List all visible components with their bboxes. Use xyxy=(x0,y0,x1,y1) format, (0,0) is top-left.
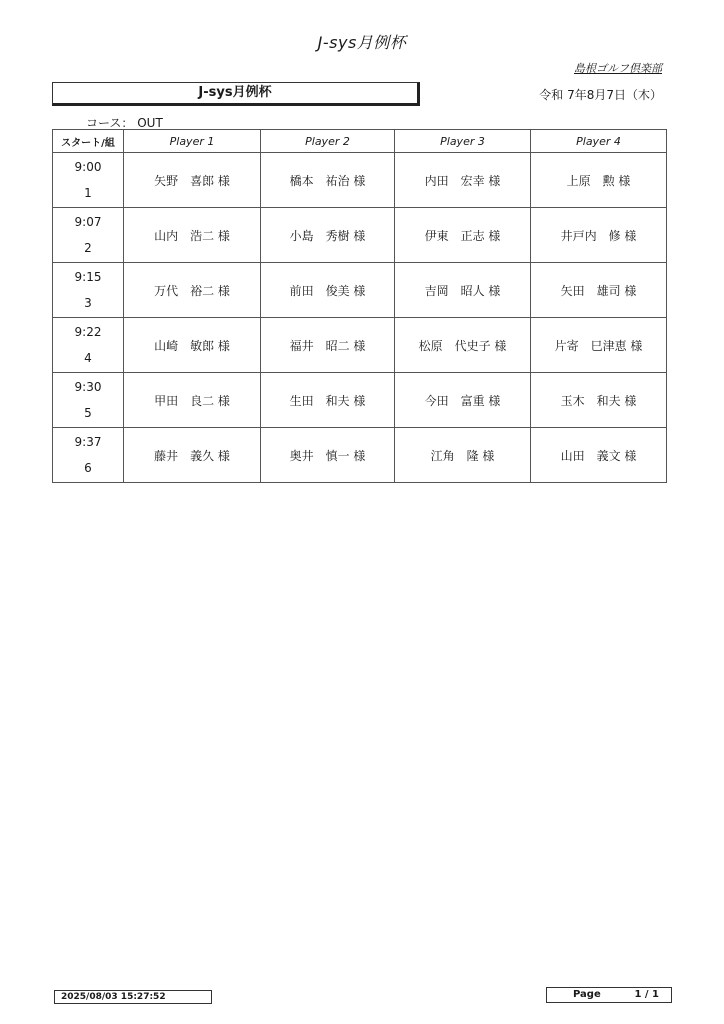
start-time: 9:22 xyxy=(74,325,102,339)
player-cell: 上原 勲 様 xyxy=(531,153,667,208)
start-time: 9:07 xyxy=(74,215,102,229)
table-row xyxy=(53,153,667,208)
start-time: 9:37 xyxy=(74,435,102,449)
pairing-table xyxy=(52,129,667,483)
player-cell: 山崎 敏郎 様 xyxy=(124,318,261,373)
player-cell: 山田 義文 様 xyxy=(531,428,667,483)
page-indicator xyxy=(546,987,672,1003)
player-cell: 井戸内 修 様 xyxy=(531,208,667,263)
group-number: 2 xyxy=(84,241,92,255)
column-header-player-4: Player 4 xyxy=(531,130,667,153)
table-row xyxy=(53,208,667,263)
player-cell: 伊東 正志 様 xyxy=(395,208,531,263)
start-cell xyxy=(53,153,124,208)
print-timestamp: 2025/08/03 15:27:52 xyxy=(54,990,212,1004)
player-cell: 生田 和夫 様 xyxy=(261,373,395,428)
group-number: 4 xyxy=(84,351,92,365)
start-time: 9:30 xyxy=(74,380,102,394)
column-header-start-group: スタート/組 xyxy=(53,130,124,153)
club-name: 島根ゴルフ倶楽部 xyxy=(574,62,662,75)
player-cell: 藤井 義久 様 xyxy=(124,428,261,483)
start-cell xyxy=(53,373,124,428)
player-cell: 矢田 雄司 様 xyxy=(531,263,667,318)
start-cell xyxy=(53,428,124,483)
table-row xyxy=(53,318,667,373)
page-title: J-sys月例杯 xyxy=(317,33,407,52)
column-header-player-2: Player 2 xyxy=(261,130,395,153)
event-date: 令和 7年8月7日（木） xyxy=(539,88,662,102)
player-cell: 橋本 祐治 様 xyxy=(261,153,395,208)
player-cell: 内田 宏幸 様 xyxy=(395,153,531,208)
player-cell: 江角 隆 様 xyxy=(395,428,531,483)
table-row xyxy=(53,263,667,318)
player-cell: 玉木 和夫 様 xyxy=(531,373,667,428)
table-row xyxy=(53,373,667,428)
start-cell xyxy=(53,318,124,373)
group-number: 5 xyxy=(84,406,92,420)
page-number: 1 / 1 xyxy=(634,989,659,1000)
column-header-player-1: Player 1 xyxy=(124,130,261,153)
course-label: コース： OUT xyxy=(86,116,163,130)
start-time: 9:00 xyxy=(74,160,102,174)
player-cell: 今田 富重 様 xyxy=(395,373,531,428)
table-header-row xyxy=(53,130,667,153)
start-cell xyxy=(53,263,124,318)
player-cell: 小島 秀樹 様 xyxy=(261,208,395,263)
player-cell: 山内 浩二 様 xyxy=(124,208,261,263)
player-cell: 前田 俊美 様 xyxy=(261,263,395,318)
group-number: 6 xyxy=(84,461,92,475)
player-cell: 片寄 巳津恵 様 xyxy=(531,318,667,373)
event-title: J-sys月例杯 xyxy=(52,82,420,106)
column-header-player-3: Player 3 xyxy=(395,130,531,153)
player-cell: 万代 裕二 様 xyxy=(124,263,261,318)
player-cell: 矢野 喜郎 様 xyxy=(124,153,261,208)
table-row xyxy=(53,428,667,483)
player-cell: 松原 代史子 様 xyxy=(395,318,531,373)
group-number: 3 xyxy=(84,296,92,310)
player-cell: 奥井 慎一 様 xyxy=(261,428,395,483)
player-cell: 福井 昭二 様 xyxy=(261,318,395,373)
page-label: Page xyxy=(573,989,601,1000)
start-time: 9:15 xyxy=(74,270,102,284)
group-number: 1 xyxy=(84,186,92,200)
player-cell: 甲田 良二 様 xyxy=(124,373,261,428)
start-cell xyxy=(53,208,124,263)
player-cell: 吉岡 昭人 様 xyxy=(395,263,531,318)
